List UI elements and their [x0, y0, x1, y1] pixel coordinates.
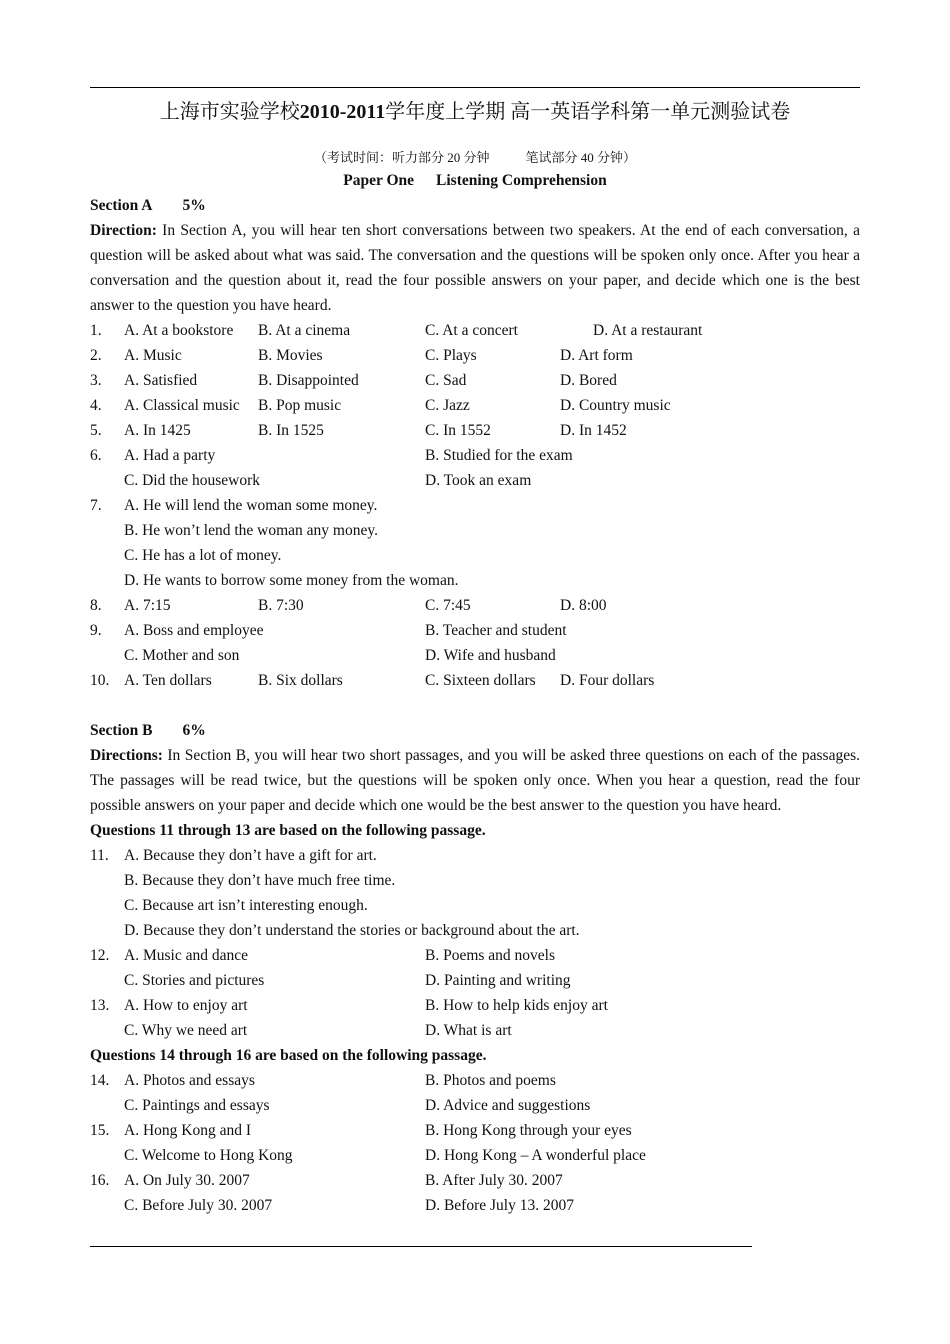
bottom-rule	[90, 1246, 752, 1247]
question-7-b	[90, 518, 860, 543]
option-b: B. Photos and poems	[425, 1072, 556, 1089]
question-10	[90, 668, 860, 693]
section-b-direction	[90, 743, 860, 818]
option-c: C. Why we need art	[124, 1022, 248, 1039]
question-number: 16.	[90, 1172, 110, 1189]
option-a: A. 7:15	[124, 597, 171, 614]
paper-heading	[90, 168, 860, 193]
question-number: 2.	[90, 347, 102, 364]
exam-title	[90, 98, 860, 126]
option-d: D. Hong Kong – A wonderful place	[425, 1147, 646, 1164]
question-9-cont	[90, 643, 860, 668]
option-b: B. In 1525	[258, 422, 324, 439]
question-6-cont	[90, 468, 860, 493]
question-number: 7.	[90, 497, 102, 514]
section-a-direction	[90, 218, 860, 318]
option-c: C. 7:45	[425, 597, 471, 614]
option-a: A. Boss and employee	[124, 622, 264, 639]
question-number: 10.	[90, 672, 110, 689]
option-a: A. Ten dollars	[124, 672, 212, 689]
question-number: 6.	[90, 447, 102, 464]
option-d: D. Four dollars	[560, 672, 655, 689]
option-c: C. Before July 30. 2007	[124, 1197, 273, 1214]
option-c: C. Plays	[425, 347, 477, 364]
question-3	[90, 368, 860, 393]
option-b: B. Hong Kong through your eyes	[425, 1122, 632, 1139]
question-number: 13.	[90, 997, 110, 1014]
option-b: B. Disappointed	[258, 372, 359, 389]
section-a-weight: 5%	[182, 197, 206, 214]
option-b: B. 7:30	[258, 597, 304, 614]
question-2	[90, 343, 860, 368]
section-b-heading	[90, 718, 860, 743]
section-a-heading	[90, 193, 860, 218]
question-11-c	[90, 893, 860, 918]
question-12-cont	[90, 968, 860, 993]
question-number: 3.	[90, 372, 102, 389]
option-b: B. Pop music	[258, 397, 342, 414]
question-6	[90, 443, 860, 468]
question-number: 11.	[90, 847, 109, 864]
section-b-weight: 6%	[182, 722, 206, 739]
question-15-cont	[90, 1143, 860, 1168]
option-a: A. Satisfied	[124, 372, 198, 389]
option-b: B. Because they don’t have much free time.	[124, 872, 396, 889]
option-b: B. Movies	[258, 347, 323, 364]
directions-label: Directions:	[90, 747, 163, 764]
option-c: C. Sixteen dollars	[425, 672, 536, 689]
option-c: C. Did the housework	[124, 472, 261, 489]
option-a: A. He will lend the woman some money.	[124, 497, 378, 514]
question-13-cont	[90, 1018, 860, 1043]
option-a: A. Music	[124, 347, 182, 364]
title-year: 2010-2011	[299, 101, 386, 123]
question-number: 4.	[90, 397, 102, 414]
option-c: C. Paintings and essays	[124, 1097, 270, 1114]
option-d: D. Country music	[560, 397, 671, 414]
option-a: A. Because they don’t have a gift for art.	[124, 847, 377, 864]
option-b: B. How to help kids enjoy art	[425, 997, 608, 1014]
question-number: 15.	[90, 1122, 110, 1139]
question-9	[90, 618, 860, 643]
option-d: D. Took an exam	[425, 472, 532, 489]
option-d: D. 8:00	[560, 597, 607, 614]
section-a-title: Section A	[90, 197, 153, 214]
option-a: A. How to enjoy art	[124, 997, 248, 1014]
option-c: C. Sad	[425, 372, 467, 389]
title-school: 上海市实验学校	[159, 101, 300, 123]
option-a: A. Music and dance	[124, 947, 248, 964]
option-c: C. Mother and son	[124, 647, 240, 664]
exam-time-note	[90, 149, 860, 167]
option-d: D. Painting and writing	[425, 972, 571, 989]
option-c: C. In 1552	[425, 422, 491, 439]
option-a: A. In 1425	[124, 422, 191, 439]
option-c: C. Because art isn’t interesting enough.	[124, 897, 368, 914]
question-16	[90, 1168, 860, 1193]
option-d: D. Wife and husband	[425, 647, 556, 664]
option-b: B. Studied for the exam	[425, 447, 573, 464]
option-c: C. He has a lot of money.	[124, 547, 282, 564]
option-c: C. At a concert	[425, 322, 518, 339]
passage-1-note: Questions 11 through 13 are based on the following passage.	[90, 822, 486, 839]
question-12	[90, 943, 860, 968]
question-4	[90, 393, 860, 418]
question-16-cont	[90, 1193, 860, 1218]
option-d: D. What is art	[425, 1022, 512, 1039]
option-a: A. On July 30. 2007	[124, 1172, 250, 1189]
question-14	[90, 1068, 860, 1093]
question-11-d	[90, 918, 860, 943]
option-a: A. Classical music	[124, 397, 240, 414]
direction-text: In Section A, you will hear ten short conversations between two speakers. At the end of each conversation, a question will be asked about what was said. The conversation and the questions will be spoken only once. After you hear a conversation and the question about it, read the four possible answers on your paper, and decide which one is the best answer to the question you have heard.	[90, 222, 860, 314]
option-b: B. Teacher and student	[425, 622, 567, 639]
option-d: D. Art form	[560, 347, 633, 364]
option-a: A. At a bookstore	[124, 322, 234, 339]
paper-name: Listening Comprehension	[436, 172, 607, 189]
question-number: 5.	[90, 422, 102, 439]
question-11-b	[90, 868, 860, 893]
question-14-cont	[90, 1093, 860, 1118]
question-7-c	[90, 543, 860, 568]
option-c: C. Jazz	[425, 397, 470, 414]
directions-text: In Section B, you will hear two short passages, and you will be asked three questions on each of the passages. The passages will be read twice, but the questions will be spoken only once. When you hear a question, read the four possible answers on your paper and decide which one would be the best answer to the question you have heard.	[90, 747, 860, 814]
section-spacer	[90, 693, 860, 718]
option-b: B. After July 30. 2007	[425, 1172, 563, 1189]
direction-label: Direction:	[90, 222, 157, 239]
question-number: 8.	[90, 597, 102, 614]
option-d: D. Advice and suggestions	[425, 1097, 591, 1114]
subtitle-written-time: 笔试部分 40 分钟）	[525, 150, 637, 165]
option-c: C. Welcome to Hong Kong	[124, 1147, 293, 1164]
option-d: D. Because they don’t understand the stories or background about the art.	[124, 922, 580, 939]
paper-label: Paper One	[343, 172, 415, 189]
option-c: C. Stories and pictures	[124, 972, 265, 989]
question-11	[90, 843, 860, 868]
title-rest: 学年度上学期 高一英语学科第一单元测验试卷	[385, 101, 791, 123]
option-b: B. Poems and novels	[425, 947, 556, 964]
option-a: A. Photos and essays	[124, 1072, 255, 1089]
option-d: D. He wants to borrow some money from the woman.	[124, 572, 459, 589]
option-d: D. Bored	[560, 372, 617, 389]
option-a: A. Hong Kong and I	[124, 1122, 251, 1139]
question-13	[90, 993, 860, 1018]
option-b: B. He won’t lend the woman any money.	[124, 522, 378, 539]
question-number: 9.	[90, 622, 102, 639]
question-number: 1.	[90, 322, 102, 339]
question-7-d	[90, 568, 860, 593]
top-rule	[90, 87, 860, 88]
option-d: D. In 1452	[560, 422, 627, 439]
option-a: A. Had a party	[124, 447, 216, 464]
option-b: B. Six dollars	[258, 672, 343, 689]
exam-content	[90, 168, 860, 1218]
question-8	[90, 593, 860, 618]
subtitle-listening-time: （考试时间：听力部分 20 分钟	[313, 150, 490, 165]
passage-2-note: Questions 14 through 16 are based on the following passage.	[90, 1047, 487, 1064]
question-number: 12.	[90, 947, 110, 964]
question-15	[90, 1118, 860, 1143]
question-1	[90, 318, 860, 343]
option-d: D. At a restaurant	[593, 322, 703, 339]
question-number: 14.	[90, 1072, 110, 1089]
question-5	[90, 418, 860, 443]
option-d: D. Before July 13. 2007	[425, 1197, 574, 1214]
option-b: B. At a cinema	[258, 322, 351, 339]
question-7	[90, 493, 860, 518]
section-b-title: Section B	[90, 722, 153, 739]
